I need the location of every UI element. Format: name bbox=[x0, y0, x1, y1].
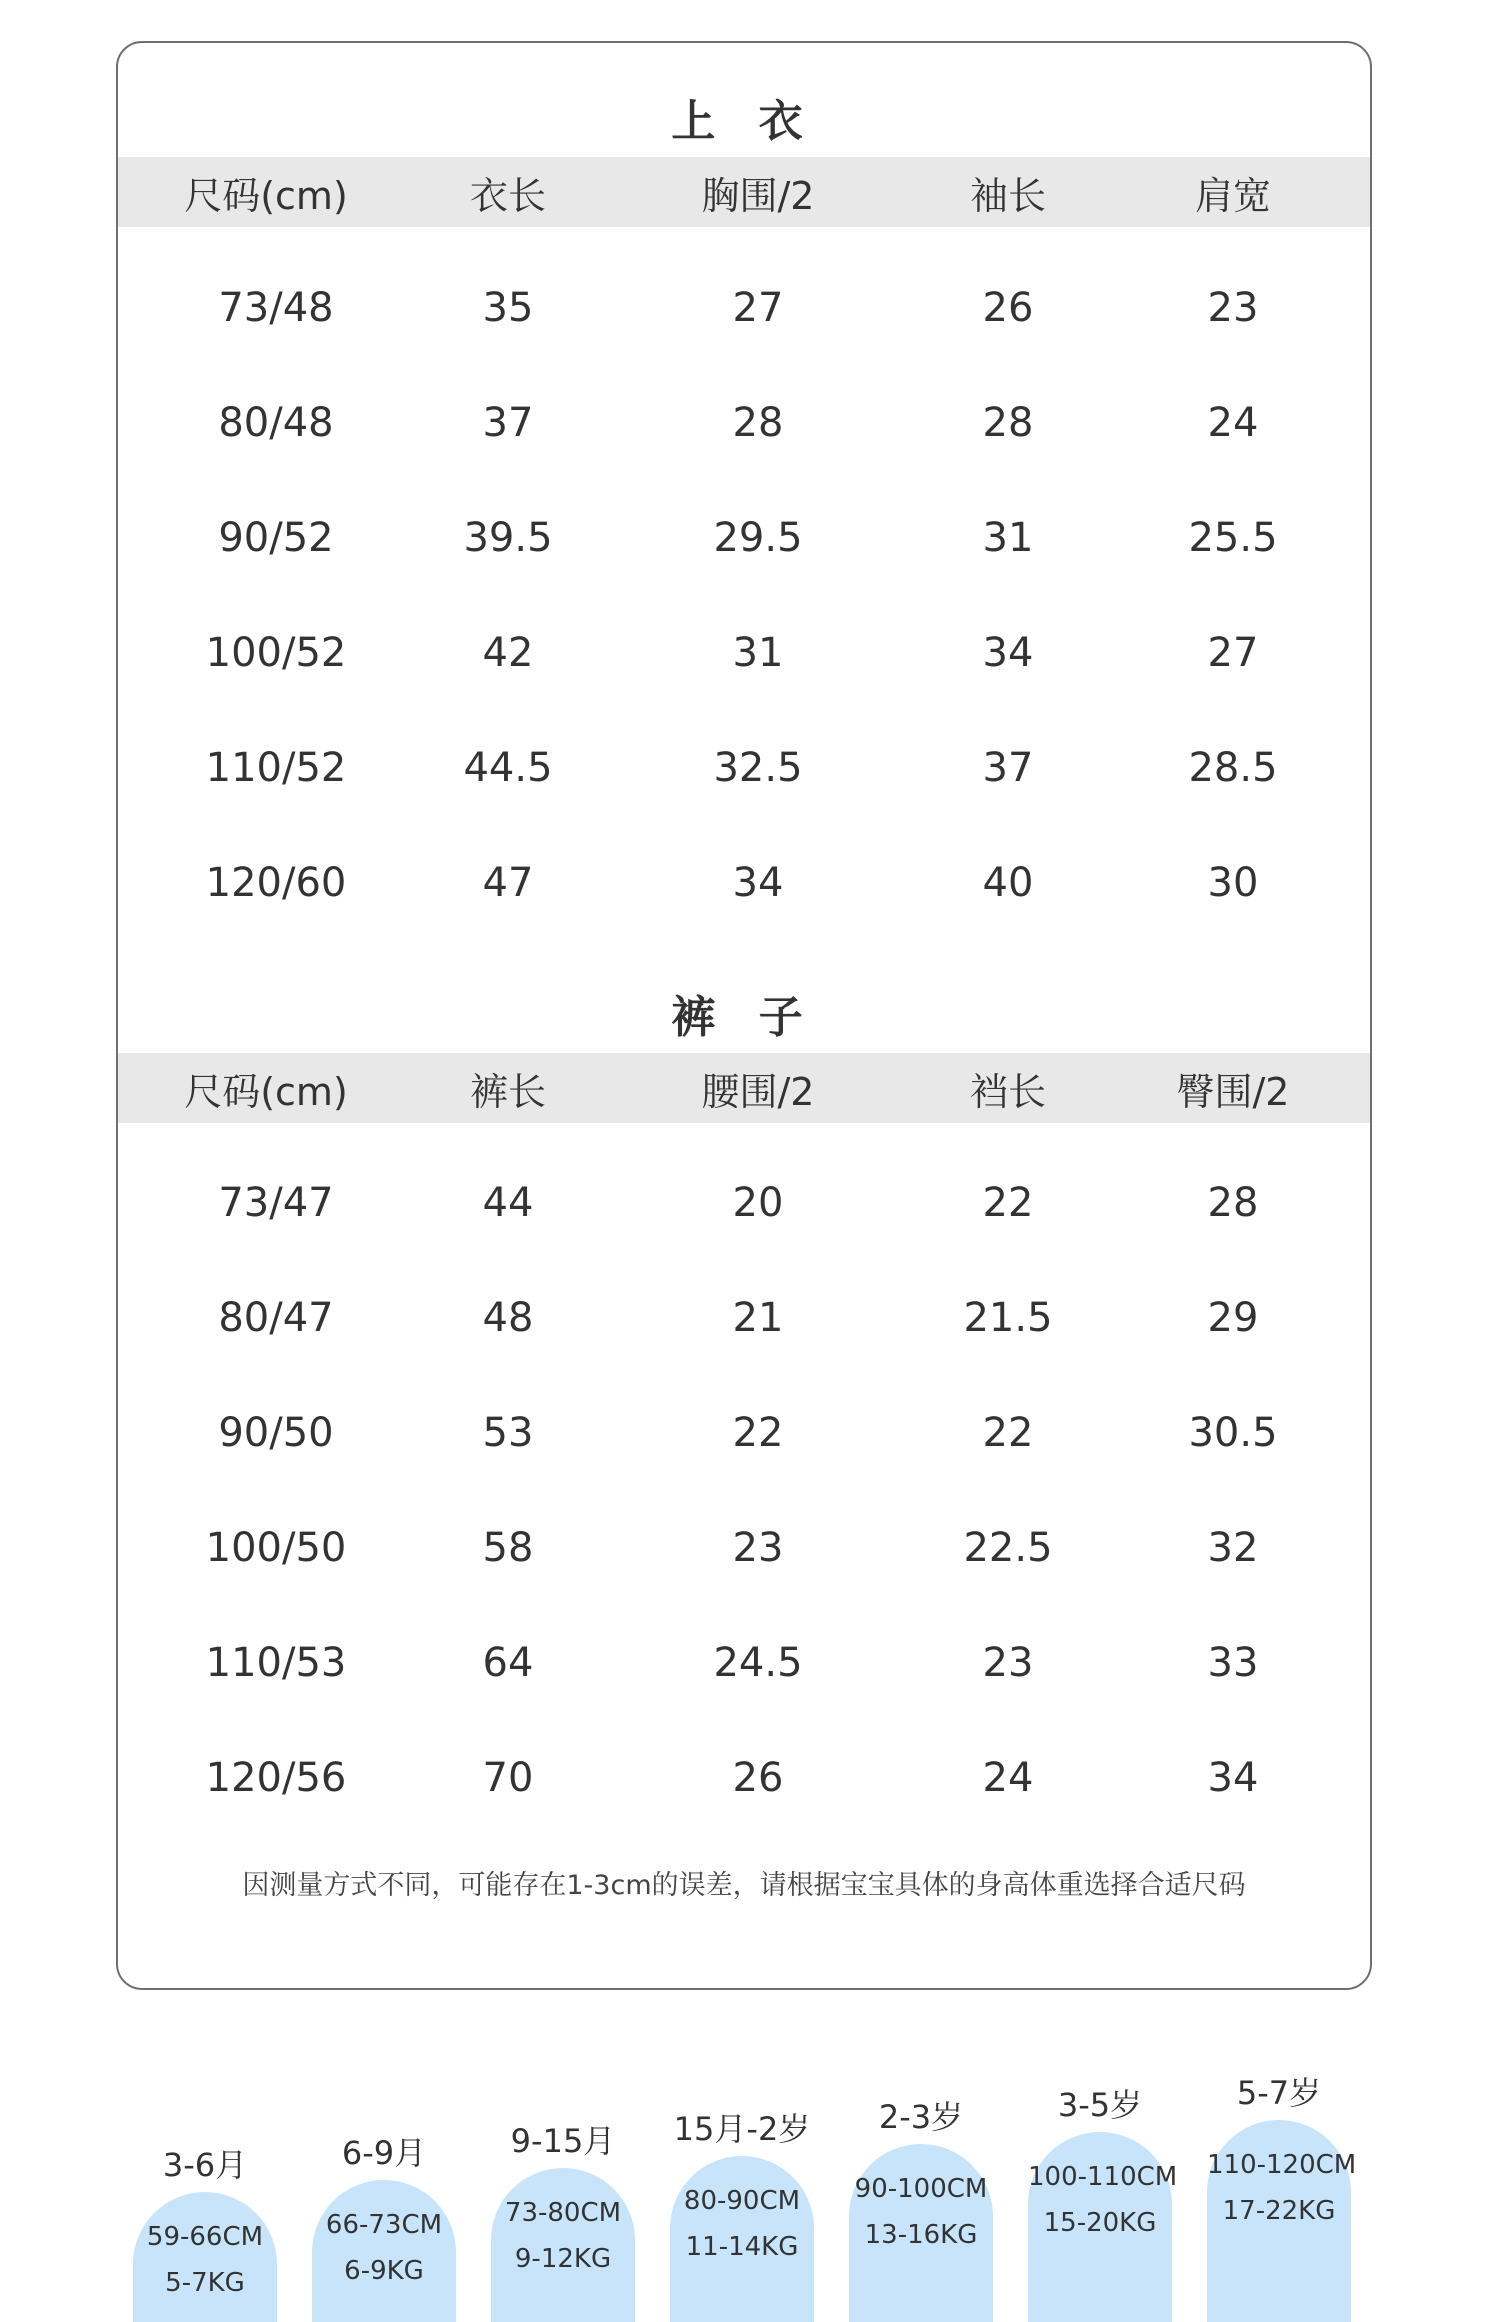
tops-title: 上 衣 bbox=[671, 96, 817, 147]
length-cell: 35 bbox=[482, 285, 534, 331]
size-cell: 80/48 bbox=[218, 400, 334, 446]
shoulder-cell: 25.5 bbox=[1188, 515, 1278, 561]
tops-header-length: 衣长 bbox=[469, 173, 547, 218]
weight-range: 13-16KG bbox=[864, 2220, 978, 2250]
hip-cell: 33 bbox=[1207, 1640, 1259, 1686]
weight-range: 5-7KG bbox=[165, 2268, 245, 2298]
age-label: 2-3岁 bbox=[878, 2098, 964, 2136]
hip-cell: 28 bbox=[1207, 1180, 1259, 1226]
age-group-item bbox=[670, 2094, 814, 2322]
sleeve-cell: 34 bbox=[982, 630, 1034, 676]
chest-cell: 32.5 bbox=[713, 745, 803, 791]
weight-range: 9-12KG bbox=[514, 2244, 612, 2274]
tops-header-sleeve: 袖长 bbox=[969, 173, 1047, 218]
table-row bbox=[118, 733, 1370, 803]
size-cell: 120/60 bbox=[205, 860, 347, 906]
length-cell: 42 bbox=[482, 630, 534, 676]
age-group-item bbox=[1207, 2058, 1357, 2322]
pants-title: 裤 子 bbox=[671, 992, 817, 1043]
size-cell: 73/48 bbox=[218, 285, 334, 331]
length-cell: 53 bbox=[482, 1410, 534, 1456]
height-range: 100-110CM bbox=[1028, 2162, 1178, 2192]
age-pill bbox=[1207, 2120, 1357, 2322]
rise-cell: 24 bbox=[982, 1755, 1034, 1801]
table-row bbox=[118, 848, 1370, 918]
length-cell: 39.5 bbox=[463, 515, 553, 561]
tops-header-row bbox=[118, 157, 1370, 227]
age-group-item bbox=[133, 2130, 277, 2322]
size-cell: 110/53 bbox=[205, 1640, 347, 1686]
length-cell: 47 bbox=[482, 860, 534, 906]
table-row bbox=[118, 388, 1370, 458]
age-pill bbox=[133, 2192, 277, 2322]
age-label: 3-5岁 bbox=[1057, 2086, 1143, 2124]
shoulder-cell: 27 bbox=[1207, 630, 1259, 676]
size-cell: 100/50 bbox=[205, 1525, 347, 1571]
size-cell: 110/52 bbox=[205, 745, 347, 791]
sleeve-cell: 40 bbox=[982, 860, 1034, 906]
sleeve-cell: 37 bbox=[982, 745, 1034, 791]
size-cell: 90/50 bbox=[218, 1410, 334, 1456]
age-pill bbox=[491, 2168, 635, 2322]
age-label: 3-6月 bbox=[162, 2146, 248, 2184]
table-row bbox=[118, 1513, 1370, 1583]
age-label: 15月-2岁 bbox=[673, 2110, 811, 2148]
table-row bbox=[118, 273, 1370, 343]
size-cell: 73/47 bbox=[218, 1180, 334, 1226]
age-label: 5-7岁 bbox=[1236, 2074, 1322, 2112]
weight-range: 6-9KG bbox=[344, 2256, 424, 2286]
length-cell: 70 bbox=[482, 1755, 534, 1801]
rise-cell: 22 bbox=[982, 1410, 1034, 1456]
table-row bbox=[118, 1398, 1370, 1468]
height-range: 80-90CM bbox=[683, 2186, 801, 2216]
size-cell: 80/47 bbox=[218, 1295, 334, 1341]
chest-cell: 29.5 bbox=[713, 515, 803, 561]
chest-cell: 27 bbox=[732, 285, 784, 331]
weight-range: 17-22KG bbox=[1222, 2196, 1336, 2226]
pants-header-row bbox=[118, 1053, 1370, 1123]
size-cell: 120/56 bbox=[205, 1755, 347, 1801]
table-row bbox=[118, 1283, 1370, 1353]
table-row bbox=[118, 503, 1370, 573]
table-row bbox=[118, 1168, 1370, 1238]
pants-header-size: 尺码(cm) bbox=[184, 1069, 348, 1114]
waist-cell: 22 bbox=[732, 1410, 784, 1456]
rise-cell: 22.5 bbox=[963, 1525, 1053, 1571]
age-group-item bbox=[491, 2106, 635, 2322]
tops-header-size: 尺码(cm) bbox=[184, 173, 348, 218]
waist-cell: 26 bbox=[732, 1755, 784, 1801]
height-range: 90-100CM bbox=[854, 2174, 988, 2204]
age-group-item bbox=[849, 2082, 993, 2322]
height-range: 59-66CM bbox=[146, 2222, 264, 2252]
height-range: 73-80CM bbox=[504, 2198, 622, 2228]
chest-cell: 28 bbox=[732, 400, 784, 446]
rise-cell: 22 bbox=[982, 1180, 1034, 1226]
hip-cell: 30.5 bbox=[1188, 1410, 1278, 1456]
hip-cell: 32 bbox=[1207, 1525, 1259, 1571]
age-label: 6-9月 bbox=[341, 2134, 427, 2172]
table-row bbox=[118, 1628, 1370, 1698]
chest-cell: 31 bbox=[732, 630, 784, 676]
age-pill bbox=[670, 2156, 814, 2322]
weight-range: 15-20KG bbox=[1043, 2208, 1157, 2238]
tops-header-chest: 胸围/2 bbox=[701, 173, 815, 218]
pants-header-waist: 腰围/2 bbox=[701, 1069, 815, 1114]
age-pill bbox=[849, 2144, 993, 2322]
age-label: 9-15月 bbox=[510, 2122, 616, 2160]
measurement-note: 因测量方式不同，可能存在1-3cm的误差，请根据宝宝具体的身高体重选择合适尺码 bbox=[242, 1870, 1246, 1901]
height-range: 66-73CM bbox=[325, 2210, 443, 2240]
age-group-item bbox=[1028, 2070, 1178, 2322]
age-group-item bbox=[312, 2118, 456, 2322]
sleeve-cell: 28 bbox=[982, 400, 1034, 446]
tops-header-shoulder: 肩宽 bbox=[1194, 173, 1272, 218]
waist-cell: 24.5 bbox=[713, 1640, 803, 1686]
size-cell: 100/52 bbox=[205, 630, 347, 676]
size-cell: 90/52 bbox=[218, 515, 334, 561]
age-pill bbox=[312, 2180, 456, 2322]
pants-header-length: 裤长 bbox=[469, 1069, 547, 1114]
length-cell: 64 bbox=[482, 1640, 534, 1686]
height-range: 110-120CM bbox=[1207, 2150, 1357, 2180]
table-row bbox=[118, 618, 1370, 688]
waist-cell: 21 bbox=[732, 1295, 784, 1341]
table-row bbox=[118, 1743, 1370, 1813]
hip-cell: 34 bbox=[1207, 1755, 1259, 1801]
sleeve-cell: 31 bbox=[982, 515, 1034, 561]
length-cell: 44.5 bbox=[463, 745, 553, 791]
age-pill bbox=[1028, 2132, 1178, 2322]
pants-header-hip: 臀围/2 bbox=[1176, 1069, 1290, 1114]
chest-cell: 34 bbox=[732, 860, 784, 906]
length-cell: 58 bbox=[482, 1525, 534, 1571]
size-chart-card bbox=[116, 41, 1372, 1990]
waist-cell: 23 bbox=[732, 1525, 784, 1571]
weight-range: 11-14KG bbox=[685, 2232, 799, 2262]
rise-cell: 23 bbox=[982, 1640, 1034, 1686]
sleeve-cell: 26 bbox=[982, 285, 1034, 331]
shoulder-cell: 30 bbox=[1207, 860, 1259, 906]
hip-cell: 29 bbox=[1207, 1295, 1259, 1341]
pants-header-rise: 裆长 bbox=[969, 1069, 1047, 1114]
shoulder-cell: 28.5 bbox=[1188, 745, 1278, 791]
waist-cell: 20 bbox=[732, 1180, 784, 1226]
shoulder-cell: 24 bbox=[1207, 400, 1259, 446]
length-cell: 37 bbox=[482, 400, 534, 446]
shoulder-cell: 23 bbox=[1207, 285, 1259, 331]
length-cell: 44 bbox=[482, 1180, 534, 1226]
length-cell: 48 bbox=[482, 1295, 534, 1341]
rise-cell: 21.5 bbox=[963, 1295, 1053, 1341]
